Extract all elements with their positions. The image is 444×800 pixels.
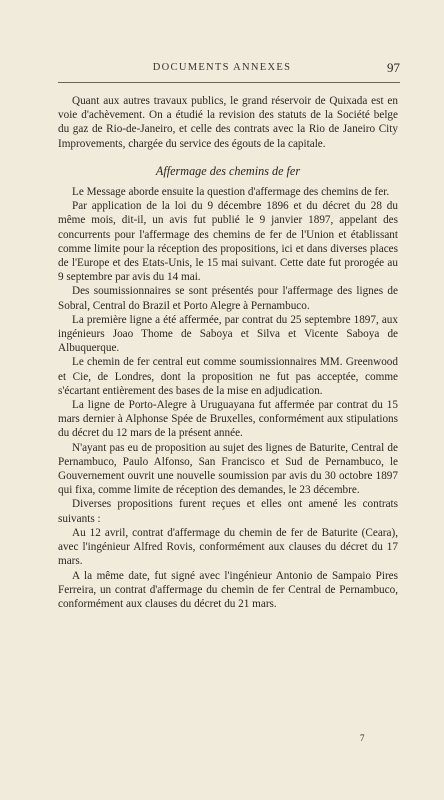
paragraph: N'ayant pas eu de proposition au sujet des lignes de Baturite, Central de Pernambuco, Paulo Alfonso, San Francisco et Sud de Pernambuco, le Gouvernement ouvrit une nouvelle soumission par avis du 30 octobre 1897 qui fixa, comme limite de réception des demandes, le 23 décembre. — [58, 441, 398, 497]
document-body — [58, 94, 398, 611]
page-number: 97 — [387, 60, 400, 75]
paragraph: Par application de la loi du 9 décembre 1896 et du décret du 28 du même mois, dit-il, un avis fut publié le 9 janvier 1897, appelant des concurrents pour l'affermage des chemins de fer de l'Union et établissant comme limite pour la réception des propositions, ici et dans diverses places de l'Europe et des Etats-Unis, le 15 mai suivant. Cette date fut prorogée au 9 septembre par avis du 14 mai. — [58, 200, 398, 284]
signature-mark: 7 — [360, 733, 365, 743]
paragraph: La ligne de Porto-Alegre à Uruguayana fut affermée par contrat du 15 mars dernier à Alphonse Spée de Bruxelles, conformément aux stipulations du décret du 12 mars de la présent année. — [58, 399, 398, 440]
paragraph: Le Message aborde ensuite la question d'affermage des chemins de fer. — [72, 186, 390, 199]
paragraph: Diverses propositions furent reçues et elles ont amené les contrats suivants : — [58, 498, 398, 525]
paragraph: A la même date, fut signé avec l'ingénieur Antonio de Sampaio Pires Ferreira, un contrat d'affermage du chemin de fer Central de Pernambuco, conformément aux clauses du décret du 21 mars. — [58, 569, 398, 610]
section-title: Affermage des chemins de fer — [155, 163, 301, 178]
header-rule — [58, 82, 400, 83]
paragraph: Des soumissionnaires se sont présentés pour l'affermage des lignes de Sobral, Central do Brazil et Porto Alegre à Pernambuco. — [58, 285, 398, 312]
page-header — [0, 62, 444, 78]
paragraph: Le chemin de fer central eut comme soumissionnaires MM. Greenwood et Cie, de Londres, dont la proposition ne fut pas acceptée, comme s'écartant entièrement des bases de la mise en adjudication. — [58, 356, 398, 397]
running-head: DOCUMENTS ANNEXES — [152, 62, 292, 73]
paragraph: La première ligne a été affermée, par contrat du 25 septembre 1897, aux ingénieurs Joao Thome de Saboya et Silva et Vicente Saboya de Albuquerque. — [58, 313, 398, 355]
paragraph: Au 12 avril, contrat d'affermage du chemin de fer de Baturite (Ceara), avec l'ingénieur Alfred Rovis, conformément aux clauses du décret du 17 mars. — [58, 526, 398, 568]
intro-paragraph: Quant aux autres travaux publics, le grand réservoir de Quixada est en voie d'achèvement. On a étudié la revision des statuts de la Société belge du gaz de Rio-de-Janeiro, et celle des contrats avec la Rio de Janeiro City Improvements, chargée du service des égouts de la capitale. — [58, 95, 398, 150]
